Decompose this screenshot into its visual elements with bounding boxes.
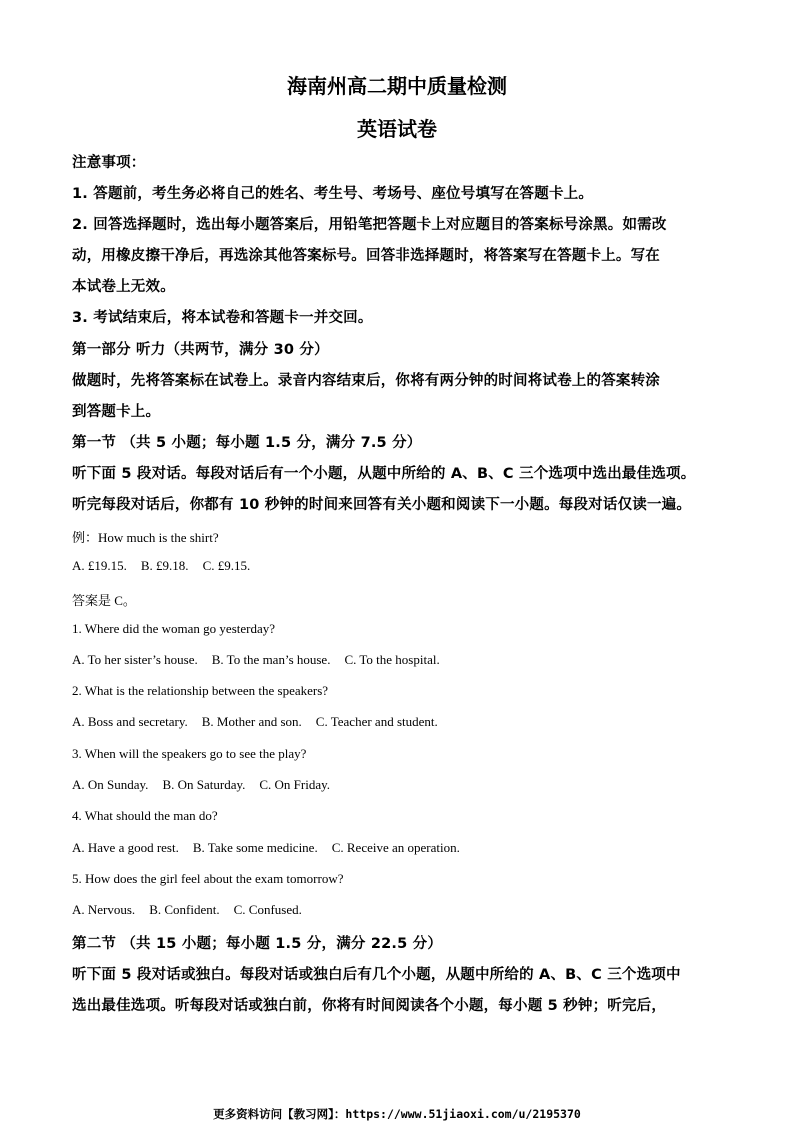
example-question: 例：How much is the shirt? [72, 530, 219, 545]
option: B. On Saturday. [162, 777, 246, 792]
option: B. Take some medicine. [192, 840, 318, 855]
question-options [72, 652, 454, 668]
example-options [72, 558, 264, 574]
question: 3. When will the speakers go to see the play? [72, 746, 307, 761]
notes-line: 动，用橡皮擦干净后，再选涂其他答案标号。回答非选择题时，将答案写在答题卡上。写在 [72, 248, 660, 264]
option: A. Boss and secretary. [72, 714, 188, 729]
page-subtitle: 英语试卷 [357, 117, 437, 141]
option: A. On Sunday. [72, 777, 149, 792]
notes-line: 2. 回答选择题时，选出每小题答案后，用铅笔把答题卡上对应题目的答案标号涂黑。如需改 [72, 217, 667, 233]
option: A. Have a good rest. [72, 840, 179, 855]
section1-instruction: 听完每段对话后，你都有 10 秒钟的时间来回答有关小题和阅读下一小题。每段对话仅读一遍。 [72, 497, 692, 513]
part1-instruction: 到答题卡上。 [72, 404, 161, 420]
option: C. Confused. [233, 902, 302, 917]
question-options [72, 902, 316, 918]
section1-instruction: 听下面 5 段对话。每段对话后有一个小题，从题中所给的 A、B、C 三个选项中选出最佳选项。 [72, 466, 696, 482]
question-options [72, 714, 452, 730]
notes-heading: 注意事项： [72, 155, 146, 171]
section2-instruction: 选出最佳选项。听每段对话或独白前，你将有时间阅读各个小题，每小题 5 秒钟；听完后， [72, 998, 667, 1014]
example-answer: 答案是 C。 [72, 593, 136, 608]
option: C. To the hospital. [344, 652, 440, 667]
option: A. To her sister’s house. [72, 652, 198, 667]
section1-heading: 第一节 （共 5 小题；每小题 1.5 分，满分 7.5 分） [72, 435, 422, 451]
page-title: 海南州高二期中质量检测 [287, 74, 507, 98]
option: B. Mother and son. [201, 714, 302, 729]
section2-instruction: 听下面 5 段对话或独白。每段对话或独白后有几个小题，从题中所给的 A、B、C 三个选项中 [72, 967, 681, 983]
question: 2. What is the relationship between the speakers? [72, 683, 329, 698]
question: 4. What should the man do? [72, 808, 218, 823]
section2-heading: 第二节 （共 15 小题；每小题 1.5 分，满分 22.5 分） [72, 936, 443, 952]
question: 1. Where did the woman go yesterday? [72, 621, 275, 636]
question: 5. How does the girl feel about the exam tomorrow? [72, 871, 344, 886]
option: A. Nervous. [72, 902, 136, 917]
footer-link[interactable]: 更多资料访问【教习网】：https://www.51jiaoxi.com/u/2195370 [213, 1107, 581, 1121]
part1-heading: 第一部分 听力（共两节，满分 30 分） [72, 342, 329, 358]
option: C. Receive an operation. [331, 840, 460, 855]
notes-line: 本试卷上无效。 [72, 279, 175, 295]
option: B. Confident. [149, 902, 220, 917]
option: C. On Friday. [259, 777, 331, 792]
question-options [72, 840, 474, 856]
question-options [72, 777, 344, 793]
option: B. To the man’s house. [211, 652, 331, 667]
notes-line: 1. 答题前，考生务必将自己的姓名、考生号、考场号、座位号填写在答题卡上。 [72, 186, 594, 202]
notes-line: 3. 考试结束后，将本试卷和答题卡一并交回。 [72, 310, 373, 326]
option: A. £19.15. [72, 558, 127, 573]
part1-instruction: 做题时，先将答案标在试卷上。录音内容结束后，你将有两分钟的时间将试卷上的答案转涂 [72, 373, 660, 389]
option: C. Teacher and student. [315, 714, 438, 729]
option: C. £9.15. [202, 558, 251, 573]
option: B. £9.18. [140, 558, 189, 573]
